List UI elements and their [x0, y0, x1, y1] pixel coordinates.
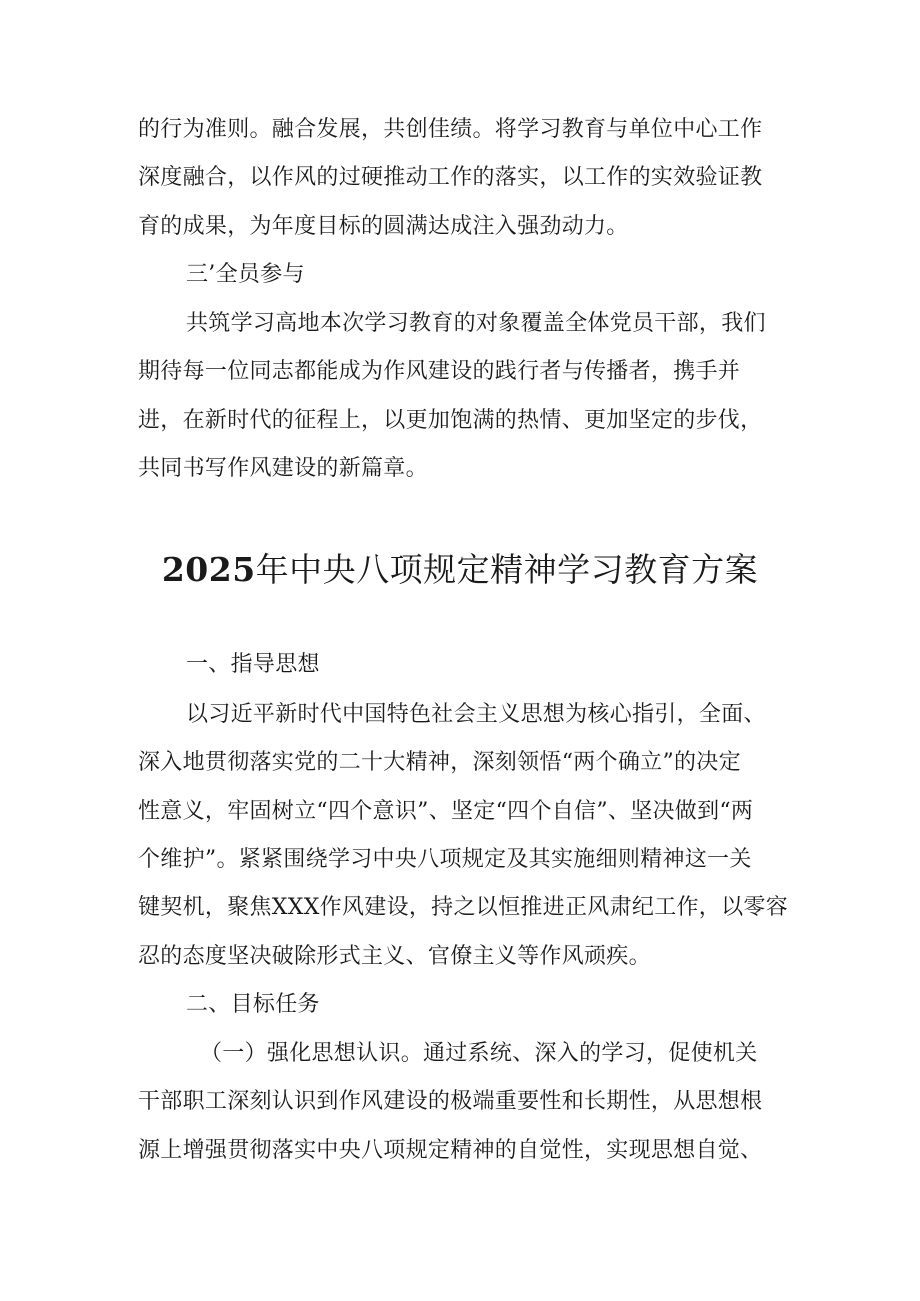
body-line: 键契机，聚焦XXX作风建设，持之以恒推进正风肃纪工作，以零容: [138, 895, 788, 920]
body-line: 源上增强贯彻落实中央八项规定精神的自觉性，实现思想自觉、: [138, 1138, 763, 1163]
body-line: 干部职工深刻认识到作风建设的极端重要性和长期性，从思想根: [138, 1089, 763, 1114]
body-line: 以习近平新时代中国特色社会主义思想为核心指引，全面、: [186, 702, 766, 727]
section-heading-goals: 二、目标任务: [186, 992, 320, 1017]
body-line: 共筑学习高地本次学习教育的对象覆盖全体党员干部，我们: [186, 311, 766, 336]
section-heading-participation: 三’全员参与: [186, 262, 305, 287]
body-line: 育的成果，为年度目标的圆满达成注入强劲动力。: [138, 214, 629, 239]
body-line: 共同书写作风建设的新篇章。: [138, 456, 428, 481]
body-line: 进，在新时代的征程上，以更加饱满的热情、更加坚定的步伐，: [138, 408, 763, 433]
body-line: 的行为准则。融合发展，共创佳绩。将学习教育与单位中心工作: [138, 117, 763, 142]
body-line: 性意义，牢固树立“四个意识”、坚定“四个自信”、坚决做到“两: [138, 799, 754, 824]
title-year: 2025: [161, 550, 256, 589]
body-line: 个维护”。紧紧围绕学习中央八项规定及其实施细则精神这一关: [138, 847, 752, 872]
title-text: 年中央八项规定精神学习教育方案: [255, 550, 759, 589]
body-line: 期待每一位同志都能成为作风建设的践行者与传播者，携手并: [138, 359, 741, 384]
body-line: 忍的态度坚决破除形式主义、官僚主义等作风顽疾。: [138, 944, 651, 969]
section-heading-guiding: 一、指导思想: [186, 652, 320, 677]
body-line: （一）强化思想认识。通过系统、深入的学习，促使机关: [200, 1041, 758, 1066]
body-line: 深入地贯彻落实党的二十大精神，深刻领悟“两个确立”的决定: [138, 750, 741, 775]
document-title: [0, 548, 920, 592]
body-line: 深度融合，以作风的过硬推动工作的落实，以工作的实效验证教: [138, 165, 763, 190]
